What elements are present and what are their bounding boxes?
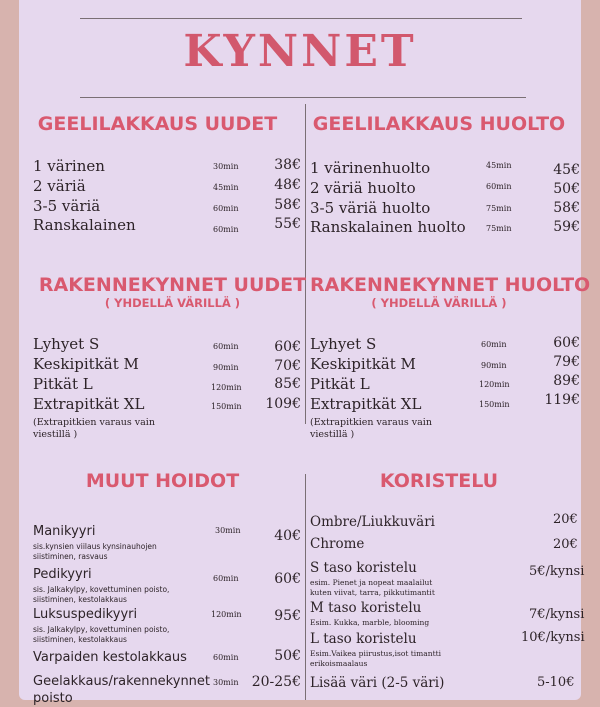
item-time: 120min [211, 383, 242, 392]
item-price: 20€ [553, 512, 578, 527]
item-name: Ranskalainen [33, 216, 136, 234]
item-time: 30min [213, 678, 239, 687]
item-name: Ranskalainen huolto [310, 218, 466, 236]
item-time: 60min [481, 340, 507, 349]
item-name: Extrapitkät XL [310, 395, 422, 413]
column-divider-bottom [305, 474, 306, 700]
page-title: KYNNET [183, 26, 417, 77]
column-divider-top [305, 104, 306, 424]
item-name: 2 väriä huolto [310, 179, 416, 197]
item-name: Manikyyri [33, 524, 96, 539]
item-price: 5€/kynsi [529, 564, 585, 579]
item-price: 20-25€ [251, 674, 301, 690]
item-price: 45€ [553, 162, 580, 178]
item-price: 40€ [274, 528, 301, 544]
item-price: 7€/kynsi [529, 607, 585, 622]
geeli-uudet-heading: GEELILAKKAUS UUDET [37, 113, 278, 135]
item-price: 48€ [274, 177, 301, 193]
item-name: Keskipitkät M [33, 355, 139, 373]
item-price: 55€ [274, 216, 301, 232]
item-name: Pitkät L [33, 375, 93, 393]
item-price: 10€/kynsi [521, 630, 585, 645]
item-note: esim. Pienet ja nopeat maalailut kuten viivat, tarra, pikkutimantit [310, 578, 435, 597]
item-price: 85€ [274, 376, 301, 392]
item-time: 150min [479, 400, 510, 409]
item-name: L taso koristelu [310, 631, 417, 647]
item-name: 1 värinen [33, 157, 105, 175]
rakenne-uudet-heading: RAKENNEKYNNET UUDET [38, 274, 307, 296]
item-time: 60min [213, 653, 239, 662]
item-time: 60min [213, 225, 239, 234]
item-time: 120min [479, 380, 510, 389]
item-price: 95€ [274, 608, 301, 624]
item-name: 2 väriä [33, 177, 86, 195]
item-name: 3-5 väriä [33, 197, 101, 215]
item-price: 50€ [274, 648, 301, 664]
item-time: 45min [486, 161, 512, 170]
rakenne-uudet-subheading: ( YHDELLÄ VÄRILLÄ ) [104, 296, 241, 310]
item-price: 50€ [553, 181, 580, 197]
item-price: 70€ [274, 358, 301, 374]
item-note: sis. Jalkakylpy, kovettuminen poisto, siistiminen, kestolakkaus [33, 625, 170, 644]
item-name: Lyhyet S [310, 335, 377, 353]
item-name: Luksuspedikyyri [33, 607, 138, 622]
item-name: Keskipitkät M [310, 355, 416, 373]
item-time: 45min [213, 183, 239, 192]
item-name: 3-5 väriä huolto [310, 199, 431, 217]
item-time: 60min [213, 574, 239, 583]
item-time: 60min [486, 182, 512, 191]
item-time: 30min [215, 526, 241, 535]
geeli-huolto-heading: GEELILAKKAUS HUOLTO [312, 113, 566, 135]
item-note: sis.kynsien viilaus kynsinauhojen siistiminen, rasvaus [33, 542, 157, 561]
item-name: Geelakkaus/rakennekynnet poisto [33, 674, 211, 706]
item-name: Pedikyyri [33, 567, 92, 582]
item-price: 79€ [553, 354, 580, 370]
item-note: Esim.Vaikea piirustus,isot timantti erikoismaalaus [310, 649, 442, 668]
item-name: Ombre/Liukkuväri [310, 514, 435, 530]
item-price: 119€ [544, 392, 580, 408]
item-note: sis. Jalkakylpy, kovettuminen poisto, siistiminen, kestolakkaus [33, 585, 170, 604]
item-time: 90min [481, 361, 507, 370]
extrapitkat-note: (Extrapitkien varaus vain viestillä ) [310, 417, 432, 440]
item-name: Lisää väri (2-5 väri) [310, 675, 445, 691]
item-price: 38€ [274, 157, 301, 173]
rakenne-huolto-subheading: ( YHDELLÄ VÄRILLÄ ) [371, 296, 507, 310]
item-name: Pitkät L [310, 375, 370, 393]
muut-hoidot-heading: MUUT HOIDOT [85, 470, 240, 492]
item-time: 120min [211, 610, 242, 619]
item-price: 59€ [553, 219, 580, 235]
item-price: 5-10€ [537, 675, 575, 690]
item-time: 30min [213, 162, 239, 171]
extrapitkat-note: (Extrapitkien varaus vain viestillä ) [33, 417, 155, 440]
item-name: Varpaiden kestolakkaus [33, 650, 187, 665]
item-price: 20€ [553, 537, 578, 552]
title-divider [80, 97, 526, 98]
item-name: S taso koristelu [310, 560, 417, 576]
item-price: 58€ [274, 197, 301, 213]
item-time: 75min [486, 224, 512, 233]
item-time: 150min [211, 402, 242, 411]
koristelu-heading: KORISTELU [379, 470, 499, 492]
item-price: 109€ [265, 396, 301, 412]
item-name: Extrapitkät XL [33, 395, 145, 413]
item-name: M taso koristelu [310, 600, 422, 616]
item-time: 60min [213, 204, 239, 213]
rakenne-huolto-heading: RAKENNEKYNNET HUOLTO [310, 274, 591, 296]
item-price: 60€ [553, 335, 580, 351]
item-price: 60€ [274, 571, 301, 587]
item-time: 90min [213, 363, 239, 372]
item-name: Chrome [310, 536, 365, 552]
item-price: 89€ [553, 373, 580, 389]
item-price: 58€ [553, 200, 580, 216]
item-name: Lyhyet S [33, 335, 100, 353]
item-price: 60€ [274, 339, 301, 355]
item-time: 60min [213, 342, 239, 351]
top-divider [80, 18, 522, 19]
item-name: 1 värinenhuolto [310, 159, 431, 177]
item-time: 75min [486, 204, 512, 213]
item-note: Esim. Kukka, marble, blooming [310, 618, 430, 627]
